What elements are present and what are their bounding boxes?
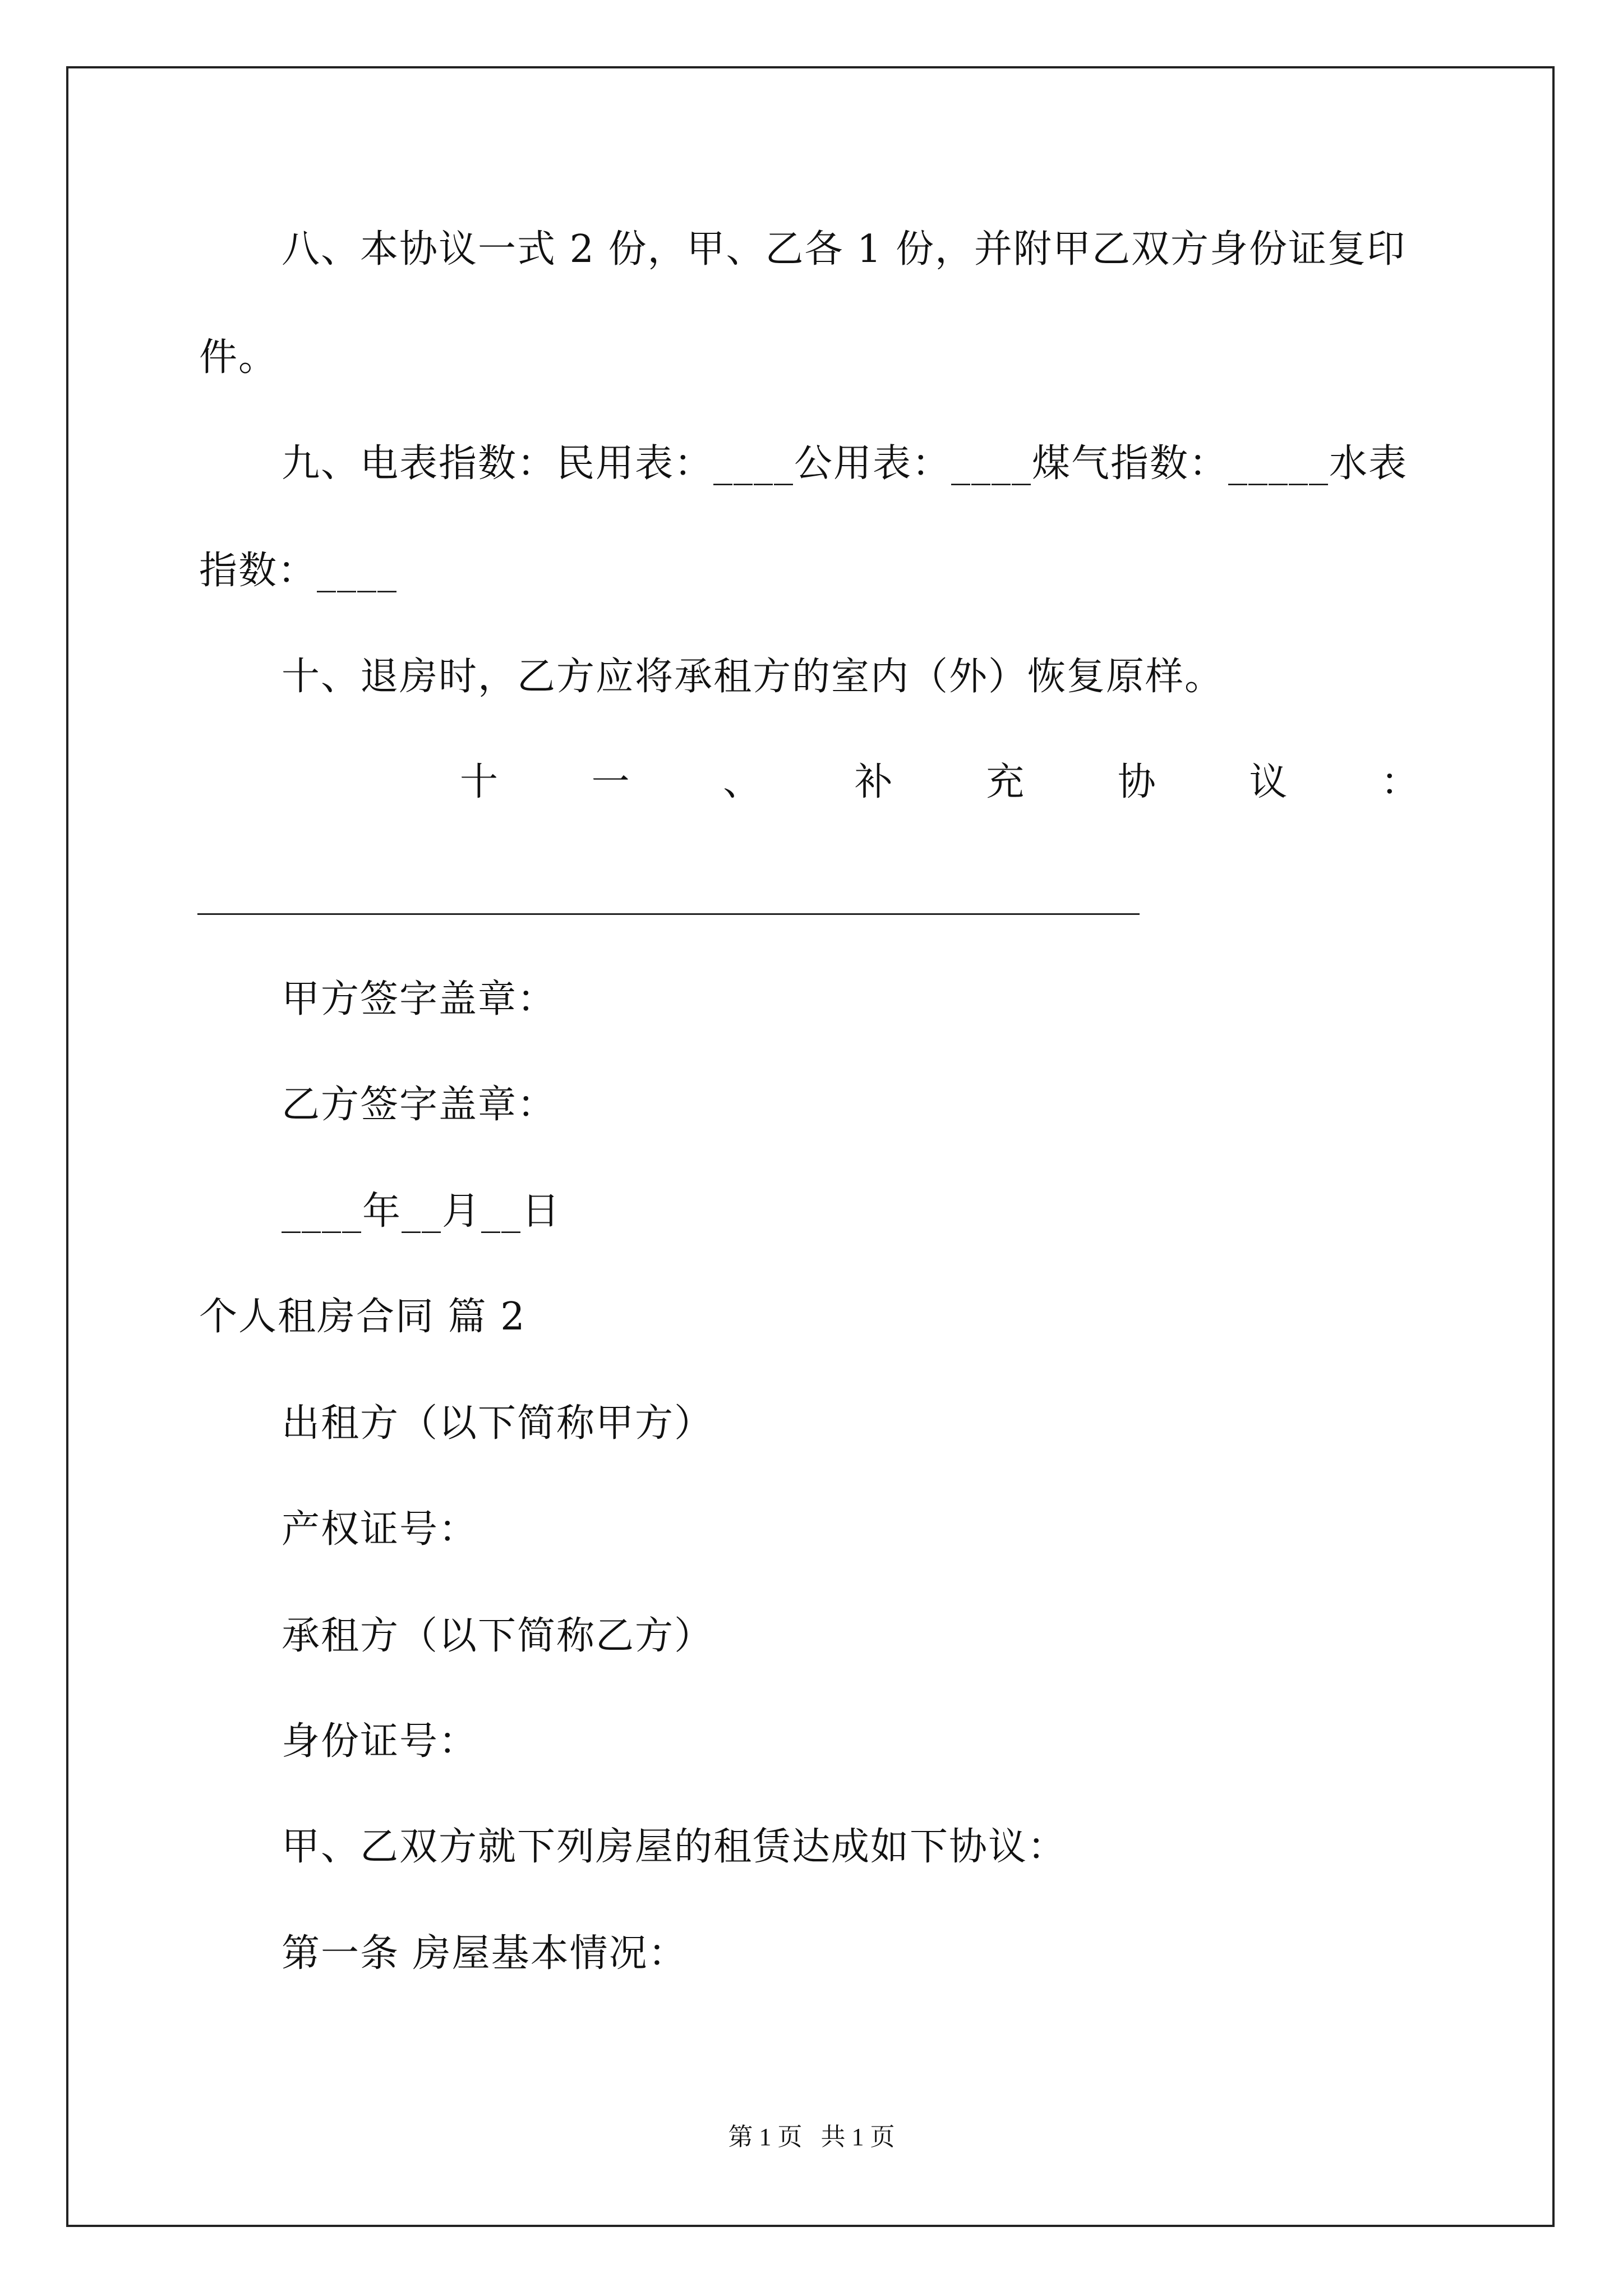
property-cert-line: 产权证号： [282,1507,478,1552]
page-number-total: 共 1 页 [820,2123,895,2151]
party-b-signature-label: 乙方签字盖章： [282,1083,557,1127]
section-title: 个人租房合同 篇 2 [199,1295,526,1339]
supplement-char: 充 [986,760,1025,804]
lessee-line: 承租方（以下简称乙方） [282,1614,714,1658]
clause-9-line-2: 指数：____ [199,549,398,593]
clause-11-supplement-heading [460,760,1419,805]
supplement-char: 补 [854,760,893,804]
article-1-heading: 第一条 房屋基本情况： [282,1931,688,1976]
agreement-intro: 甲、乙双方就下列房屋的租赁达成如下协议： [282,1825,1067,1869]
supplement-char: 一 [591,760,630,804]
clause-8-line-1: 八、本协议一式 2 份，甲、乙各 1 份，并附甲乙双方身份证复印 [282,227,1406,272]
supplement-char: 协 [1117,760,1156,804]
supplement-char: ： [1380,760,1419,804]
supplement-char: 十 [460,760,499,804]
page-number-current: 第 1 页 [728,2123,803,2151]
supplement-char: 议 [1249,760,1288,804]
page-footer [0,2122,1623,2153]
id-number-line: 身份证号： [282,1719,478,1764]
supplement-blank-line [197,913,1140,915]
party-a-signature-label: 甲方签字盖章： [282,977,557,1022]
page-border [66,66,1555,2227]
clause-10: 十、退房时，乙方应将承租方的室内（外）恢复原样。 [282,655,1224,699]
lessor-line: 出租方（以下简称甲方） [282,1401,714,1446]
supplement-char: 、 [723,760,762,804]
clause-8-line-2: 件。 [199,335,278,380]
clause-9-line-1: 九、电表指数：民用表：____公用表：____煤气指数：_____水表 [282,441,1408,486]
date-line: ____年__月__日 [282,1189,561,1234]
